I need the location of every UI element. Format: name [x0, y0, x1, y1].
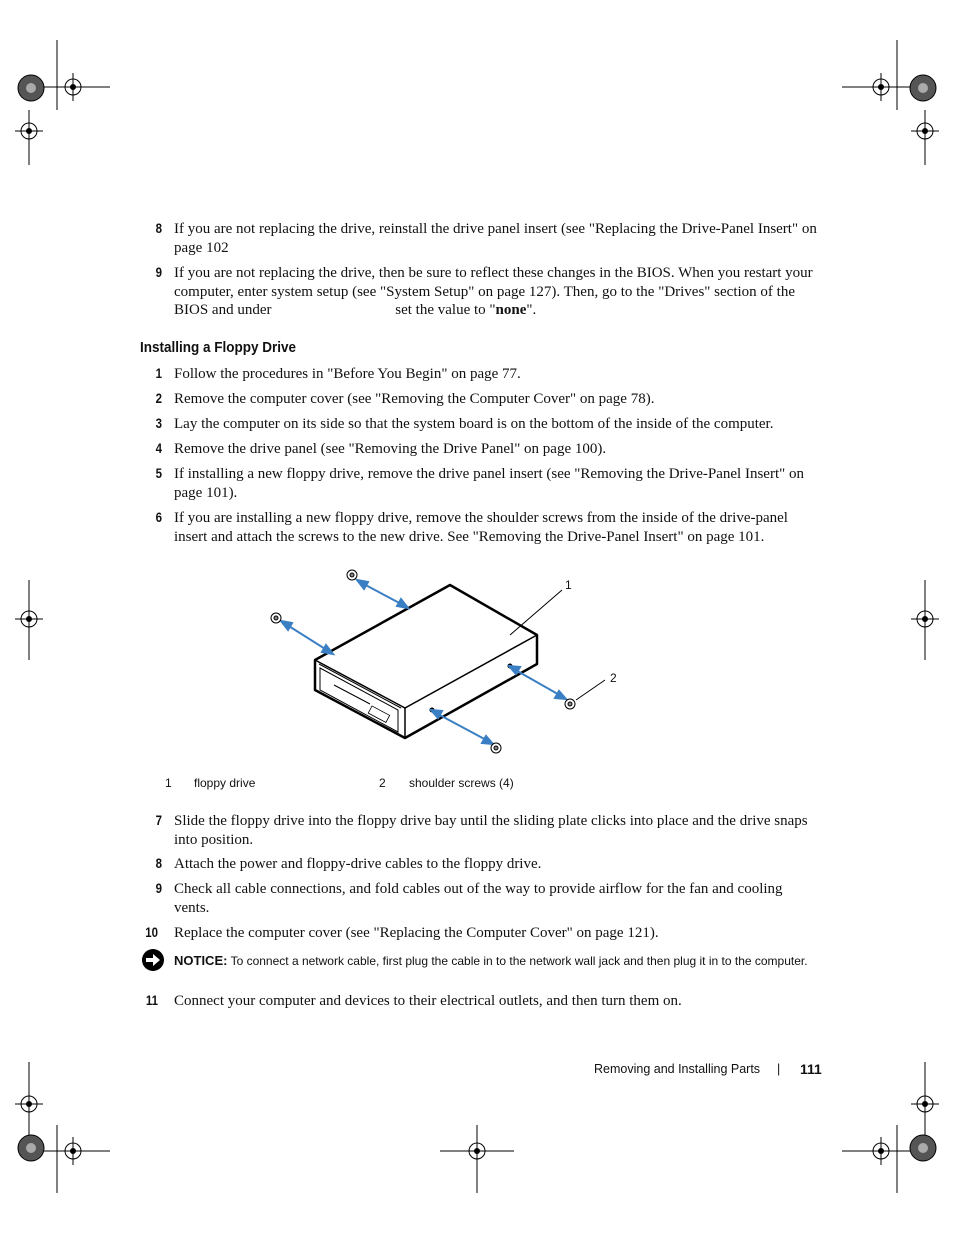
step-number: 11 — [145, 993, 158, 1008]
step-text: Lay the computer on its side so that the system board is on the bottom of the inside of the computer. — [174, 416, 774, 432]
floppy-drive-figure — [260, 560, 640, 760]
step-number: 8 — [155, 221, 162, 236]
caption-num-2: 2 — [379, 776, 386, 790]
step-number: 4 — [155, 441, 162, 456]
page-number: 111 — [800, 1061, 822, 1077]
step-text: If you are not replacing the drive, reinstall the drive panel insert (see "Replacing the Drive-Panel Insert" on page 102 — [174, 221, 817, 256]
footer-section-title: Removing and Installing Parts — [594, 1062, 761, 1076]
step-number: 9 — [155, 265, 162, 280]
step-text: If installing a new floppy drive, remove the drive panel insert (see "Removing the Drive-Panel Insert" on page 101). — [174, 466, 804, 501]
step-number: 2 — [155, 391, 162, 406]
footer-separator: | — [777, 1062, 781, 1076]
step-text: Follow the procedures in "Before You Begin" on page 77. — [174, 366, 521, 382]
step-text: Slide the floppy drive into the floppy drive bay until the sliding plate clicks into place and the drive snaps into position. — [174, 813, 808, 848]
section-heading: Installing a Floppy Drive — [140, 339, 297, 356]
floppy-drive-outline — [315, 585, 537, 738]
step-text: Connect your computer and devices to their electrical outlets, and then turn them on. — [174, 993, 682, 1009]
step-text: Remove the drive panel (see "Removing the Drive Panel" on page 100). — [174, 441, 607, 457]
caption-label-1: floppy drive — [194, 776, 256, 790]
caption-num-1: 1 — [165, 776, 172, 790]
notice-text: To connect a network cable, first plug the cable in to the network wall jack and then plug it in to the computer. — [227, 954, 808, 968]
step-number: 8 — [155, 856, 162, 871]
step-text: Check all cable connections, and fold cables out of the way to provide airflow for the fan and cooling vents. — [174, 881, 783, 916]
step-number: 6 — [155, 510, 162, 525]
step-number: 1 — [155, 366, 162, 381]
step-text: If you are installing a new floppy drive, remove the shoulder screws from the inside of the drive-panel insert and attach the screws to the new drive. See "Removing the Drive-Panel Insert" on page 101. — [174, 510, 788, 545]
step-text: Replace the computer cover (see "Replacing the Computer Cover" on page 121). — [174, 925, 659, 941]
step-text: Attach the power and floppy-drive cables to the floppy drive. — [174, 856, 542, 872]
notice-label: NOTICE: — [174, 953, 228, 968]
notice-arrow-icon — [141, 948, 165, 972]
step-number: 5 — [155, 466, 162, 481]
step-text: Remove the computer cover (see "Removing the Computer Cover" on page 78). — [174, 391, 655, 407]
step-number: 10 — [145, 925, 158, 940]
step-number: 9 — [155, 881, 162, 896]
callout-1: 1 — [565, 578, 572, 592]
step-number: 3 — [155, 416, 162, 431]
callout-2: 2 — [610, 671, 617, 685]
notice-box — [174, 952, 814, 970]
caption-label-2: shoulder screws (4) — [409, 776, 514, 790]
step-text: If you are not replacing the drive, then be sure to reflect these changes in the BIOS. When you restart your computer, enter system setup (see "System Setup" on page 127). Then, go to the "Drives" section of the BIOS and under set the value to "none". — [174, 265, 813, 318]
step-number: 7 — [155, 813, 162, 828]
